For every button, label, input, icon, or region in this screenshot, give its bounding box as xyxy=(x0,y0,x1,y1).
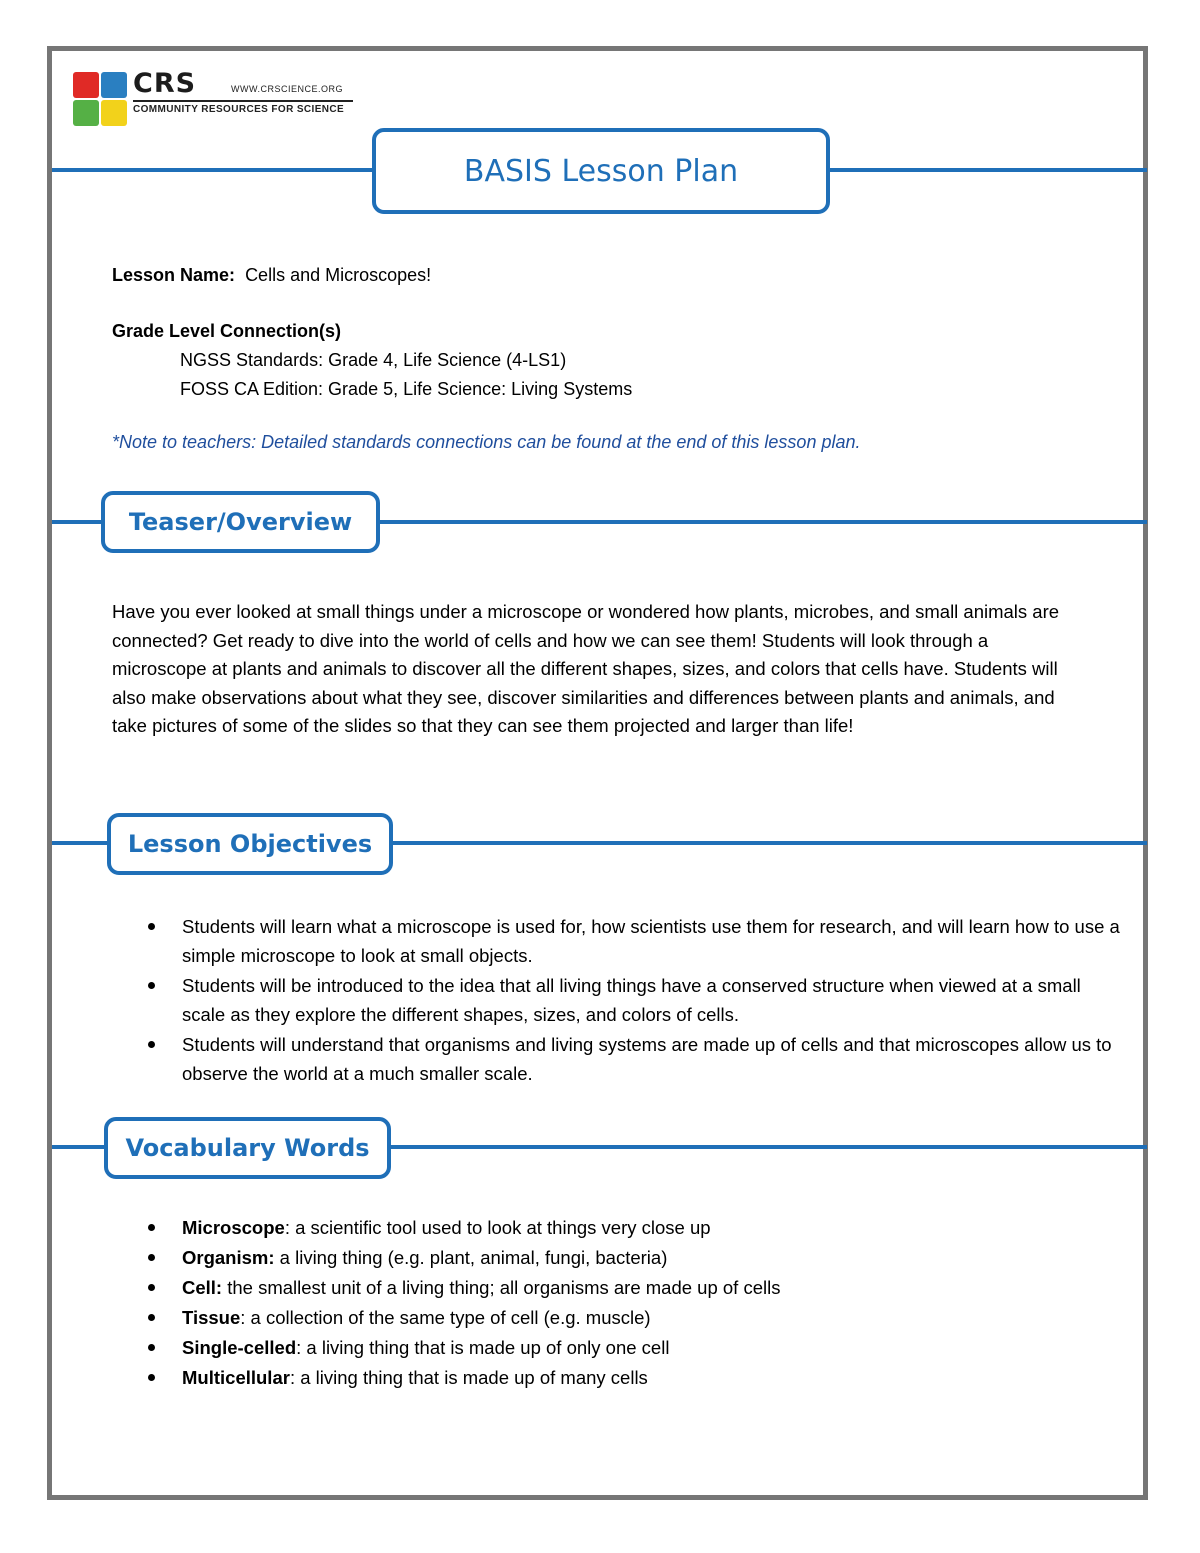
list-item: Students will learn what a microscope is used for, how scientists use them for research, and will learn how to use a simple microscope to look at small objects. xyxy=(182,912,1122,970)
list-item: Students will understand that organisms and living systems are made up of cells and that microscopes allow us to observe the world at a much smaller scale. xyxy=(182,1030,1122,1088)
logo-rule xyxy=(133,100,353,102)
teaser-heading: Teaser/Overview xyxy=(101,491,380,553)
lesson-name-label: Lesson Name: xyxy=(112,265,236,285)
logo-green-tile xyxy=(73,100,99,126)
logo-url: WWW.CRSCIENCE.ORG xyxy=(231,84,343,94)
page-title: BASIS Lesson Plan xyxy=(372,128,830,214)
vocabulary-heading: Vocabulary Words xyxy=(104,1117,391,1179)
list-item xyxy=(182,1243,1122,1273)
vocab-sep: : xyxy=(296,1337,302,1358)
vocab-sep: : xyxy=(240,1307,246,1328)
vocab-term: Organism: xyxy=(182,1247,275,1268)
teaser-body: Have you ever looked at small things under a microscope or wondered how plants, microbes, and small animals are connected? Get ready to dive into the world of cells and how we can see them! Students will look through a microscope at plants and animals to discover all the different shapes, sizes, and colors that cells have. Students will also make observations about what they see, discover similarities and differences between plants and animals, and take pictures of some of the slides so that they can see them projected and larger than life! xyxy=(112,601,1060,736)
logo-yellow-tile xyxy=(101,100,127,126)
vocab-def: a living thing that is made up of many cells xyxy=(295,1367,648,1388)
list-item xyxy=(182,1333,1122,1363)
vocab-def: a scientific tool used to look at things very close up xyxy=(289,1217,711,1238)
list-item xyxy=(182,1303,1122,1333)
vocab-term: Single-celled xyxy=(182,1337,297,1358)
vocab-sep: : xyxy=(284,1217,290,1238)
vocab-term: Cell: xyxy=(182,1277,223,1298)
vocab-def: a living thing (e.g. plant, animal, fungi, bacteria) xyxy=(274,1247,668,1268)
vocab-term: Multicellular xyxy=(182,1367,290,1388)
grade-line-foss: FOSS CA Edition: Grade 5, Life Science: Living Systems xyxy=(180,379,633,399)
objectives-list xyxy=(112,912,1122,1089)
lesson-name-value: Cells and Microscopes! xyxy=(245,265,432,285)
vocab-def: the smallest unit of a living thing; all organisms are made up of cells xyxy=(222,1277,781,1298)
list-item xyxy=(182,1273,1122,1303)
list-item xyxy=(182,1363,1122,1393)
vocab-term: Tissue xyxy=(182,1307,241,1328)
vocabulary-list xyxy=(112,1213,1122,1393)
logo-blue-tile xyxy=(101,72,127,98)
lesson-name-line xyxy=(112,261,431,290)
vocab-def: a collection of the same type of cell (e.g. muscle) xyxy=(245,1307,651,1328)
teacher-note: *Note to teachers: Detailed standards connections can be found at the end of this lesson plan. xyxy=(112,432,861,452)
logo-full-name: COMMUNITY RESOURCES FOR SCIENCE xyxy=(133,104,345,115)
grade-line-ngss: NGSS Standards: Grade 4, Life Science (4-LS1) xyxy=(180,350,567,370)
crs-logo xyxy=(73,68,363,132)
vocab-term: Microscope xyxy=(182,1217,285,1238)
logo-red-tile xyxy=(73,72,99,98)
logo-abbr: CRS xyxy=(133,68,197,99)
vocab-def: a living thing that is made up of only one cell xyxy=(301,1337,670,1358)
objectives-heading: Lesson Objectives xyxy=(107,813,393,875)
vocab-sep: : xyxy=(289,1367,296,1388)
list-item: Students will be introduced to the idea that all living things have a conserved structure when viewed at a small scale as they explore the different shapes, sizes, and colors of cells. xyxy=(182,971,1122,1029)
grade-label: Grade Level Connection(s) xyxy=(112,321,342,341)
list-item xyxy=(182,1213,1122,1243)
